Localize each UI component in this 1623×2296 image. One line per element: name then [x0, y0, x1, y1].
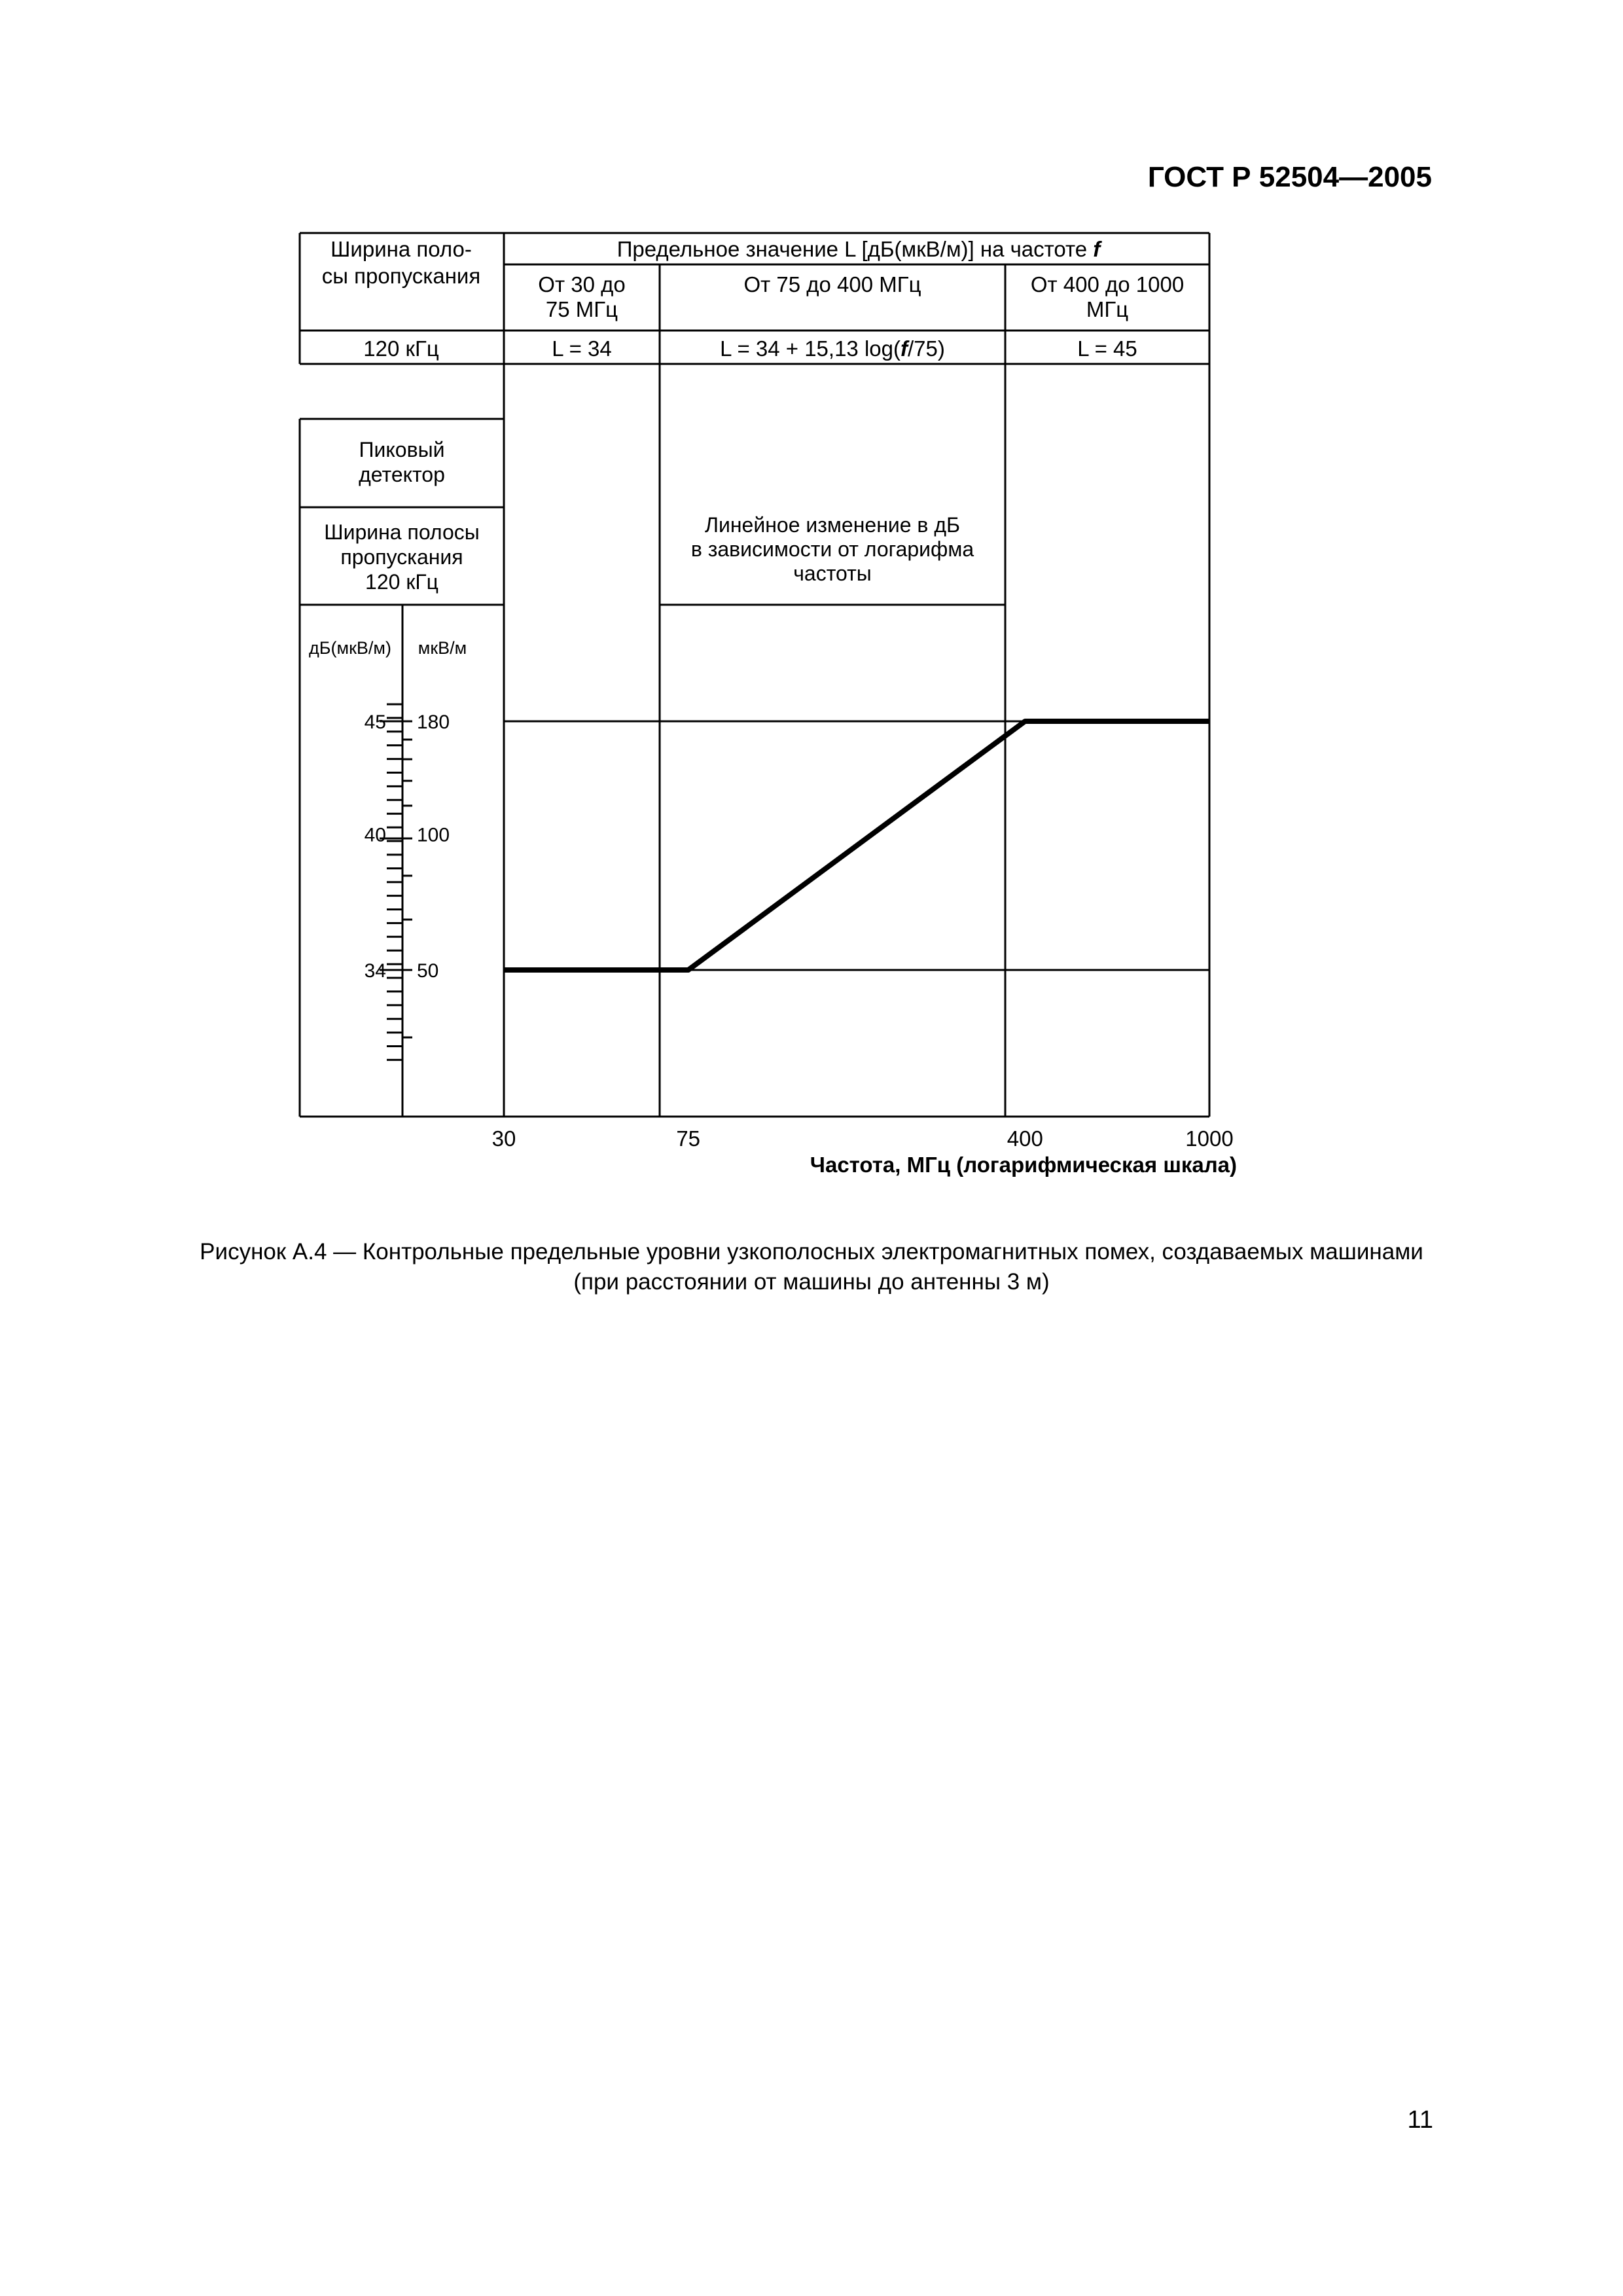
- range-400-1000-line-2: МГц: [1086, 297, 1129, 321]
- legend-bandwidth-line-2: пропускания: [340, 545, 463, 569]
- limit-header: Предельное значение L [дБ(мкВ/м)] на частоте f: [616, 237, 1101, 261]
- figure-grid: [300, 233, 1209, 1117]
- legend-bandwidth-line-1: Ширина полосы: [324, 520, 480, 544]
- scale-ticks: [380, 704, 412, 1060]
- left-axis-title: дБ(мкВ/м): [309, 638, 391, 658]
- range-400-1000-line-1: От 400 до 1000: [1030, 272, 1185, 296]
- x-axis-title: Частота, МГц (логарифмическая шкала): [810, 1153, 1237, 1177]
- x-tick-label: 1000: [1185, 1126, 1234, 1151]
- detector-label-line-1: Пиковый: [359, 438, 445, 461]
- right-axis-title: мкВ/м: [418, 638, 467, 658]
- legend-bandwidth-line-3: 120 кГц: [365, 570, 438, 594]
- formula-3: L = 45: [1077, 336, 1137, 361]
- figure-text: [309, 237, 1237, 1177]
- right-tick-label: 180: [417, 711, 450, 733]
- left-tick-label: 40: [364, 824, 386, 846]
- detector-label-line-2: детектор: [359, 463, 445, 486]
- page-number: 11: [1407, 2106, 1433, 2134]
- note-text-line-1: Линейное изменение в дБ: [705, 513, 960, 537]
- x-tick-label: 400: [1007, 1126, 1043, 1151]
- right-tick-label: 100: [417, 824, 450, 846]
- x-tick-label: 30: [491, 1126, 516, 1151]
- note-text-line-2: в зависимости от логарифма: [690, 537, 974, 561]
- bandwidth-header-line-1: Ширина поло-: [330, 237, 472, 261]
- formula-2: L = 34 + 15,13 log(f/75): [720, 336, 945, 361]
- range-75-400: От 75 до 400 МГц: [743, 272, 921, 296]
- note-text-line-3: частоты: [793, 562, 872, 585]
- document-code: ГОСТ Р 52504—2005: [1147, 161, 1432, 193]
- limit-line: [504, 721, 1209, 970]
- range-30-75-line-2: 75 МГц: [545, 297, 618, 321]
- left-tick-label: 34: [364, 960, 386, 982]
- caption-line-2: (при расстоянии от машины до антенны 3 м): [573, 1269, 1050, 1295]
- caption-line-1: Рисунок А.4 — Контрольные предельные уровни узкополосных электромагнитных помех, создаваемых машинами: [200, 1239, 1423, 1265]
- bandwidth-value: 120 кГц: [363, 336, 439, 361]
- left-tick-label: 45: [364, 711, 386, 733]
- range-30-75-line-1: От 30 до: [538, 272, 626, 296]
- x-tick-label: 75: [676, 1126, 701, 1151]
- formula-1: L = 34: [552, 336, 612, 361]
- bandwidth-header-line-2: сы пропускания: [321, 264, 481, 288]
- right-tick-label: 50: [417, 960, 439, 982]
- figure-caption: [111, 1237, 1512, 1297]
